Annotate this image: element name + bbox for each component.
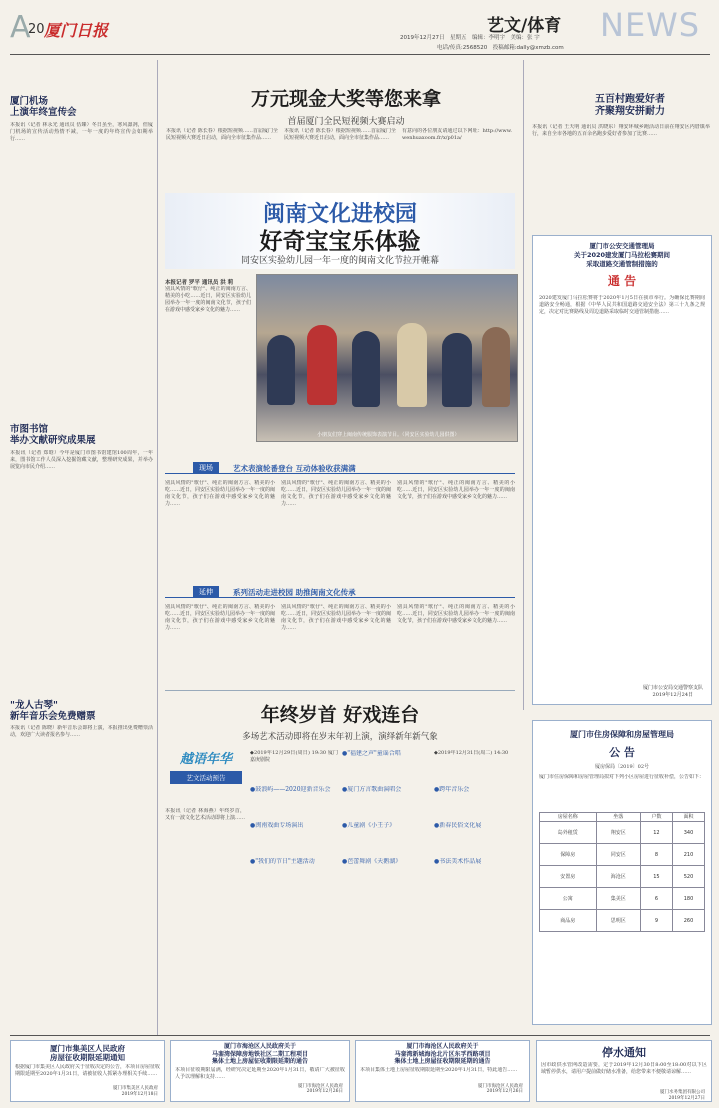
housing-title: 厦门市住房保障和房屋管理局 [570, 730, 674, 739]
top-headline [196, 84, 496, 127]
arts-item: ●书法美术作品展 [434, 858, 482, 865]
top-headline-subtitle: 首届厦门全民短视频大赛启动 [287, 117, 405, 127]
mid-banner-subtitle: 多场艺术活动即将在岁末年初上演，演绎新年新气象 [242, 732, 438, 742]
traffic-notice-date: 2019年12月24日 [652, 692, 693, 698]
section2-col1: 别具风情的"歌仔"、纯正的闽南方言、精美的小吃……近日，同安区实验幼儿园举办一年一度的闽南文化节，孩子们在游戏中感受家乡文化的魅力…… [165, 604, 275, 631]
section2-header [165, 586, 515, 598]
arts-item: ●芭蕾舞剧《天鹅湖》 [342, 858, 402, 865]
arts-item: ●新春民俗文化展 [434, 822, 482, 829]
bottom-notice-2-sign: 厦门市海沧区人民政府 2019年12月26日 [298, 1083, 343, 1094]
arts-item: ●"福建之声"童谣合唱 [342, 750, 401, 757]
col1-article3-title: "龙人古琴" 新年音乐会免费赠票 [10, 700, 96, 722]
col1-article2-title: 市图书馆 举办文献研究成果展 [10, 424, 96, 446]
arts-col4 [434, 750, 520, 1026]
housing-table [539, 812, 705, 932]
paper-logo: 厦门日报 [44, 21, 109, 40]
bottom-notice-4 [536, 1040, 712, 1102]
bottom-notice-4-sign: 厦门水务集团有限公司 2019年12月27日 [660, 1090, 705, 1101]
table-row: 安置房 海沧区 15 520 [540, 866, 705, 888]
bottom-notice-1-body: 根据厦门市集美区人民政府关于征收决定的公告，本项目房屋征收期限延期至2020年1月31日，请被征收人抓紧办理相关手续…… [15, 1064, 160, 1077]
bottom-notice-1-title: 厦门市集美区人民政府 房屋征收期限延期通知 [50, 1044, 125, 1062]
arts-item: ◆2019年12月31日(周二) 14:30 [434, 750, 509, 756]
arts-item: ●跨年音乐会 [434, 786, 470, 793]
photo-caption: 小朋友们穿上闽南传统服饰表演节目。（同安区实验幼儿园供图） [317, 432, 460, 438]
bottom-notice-3-body: 本项目集体土地上房屋征收期限延期至2020年1月31日，特此通告…… [360, 1066, 518, 1073]
feature-title-2: 好奇宝宝乐体验 [259, 229, 421, 255]
top-headline-title: 万元现金大奖等您来拿 [250, 88, 441, 110]
arts-item: ●儿童剧《小王子》 [342, 822, 396, 829]
section1-header [165, 462, 515, 474]
feature-body-1: 别具风情的"歌仔"、纯正的闽南方言、精美的小吃……近日，同安区实验幼儿园举办一年一度的闽南文化节，孩子们在游戏中感受家乡文化的魅力…… [165, 286, 251, 313]
traffic-notice-signer: 厦门市公安局交通警察支队 [642, 685, 703, 691]
bottom-notice-2 [170, 1040, 350, 1102]
table-row: 岛外租赁 翔安区 12 340 [540, 822, 705, 844]
contact-line: 电话/传真:2568520 投稿邮箱:dally@xmzb.com [437, 45, 564, 51]
arts-col3 [342, 750, 430, 1026]
section1-tag: 现场 [193, 462, 219, 474]
traffic-notice [532, 235, 712, 705]
arts-item: ●闽南戏曲专场演出 [250, 822, 304, 829]
col1-article1-body: 本报讯（记者 林永光 通讯员 伍臻）冬日虽至，寒风凛冽，但厦门机场的宣传活动热情不减，一年一度的年终宣传会如期举行…… [10, 122, 153, 142]
section2-title: 系列活动走进校园 助推闽南文化传承 [233, 588, 356, 597]
traffic-notice-body: 2020建发厦门马拉松赛将于2020年1月5日在我市举行。为确保比赛期间道路安全畅通，根据《中华人民共和国道路交通安全法》第三十九条之规定，决定对比赛路线及周边道路采取临时交通管制措施…… [539, 295, 705, 315]
top-story-col2: 本报讯（记者 陈长春）根据短视频……首届厦门全民短视频大赛近日启动，面向全市征集作品…… [284, 128, 396, 141]
arts-item: ●"我们的节日"主题活动 [250, 858, 315, 865]
arts-lead: 本报讯（记者 林海燕）年终岁首，又有一波文化艺术活动即将上演…… [165, 808, 245, 821]
arts-item: ◆2019年12月29日(周日) 19:30 厦门嘉庚剧院 [250, 750, 338, 763]
feature-byline: 本报记者 罗平 通讯员 洪 莉 [165, 280, 234, 286]
masthead-rule [10, 54, 710, 55]
bottom-notice-3 [355, 1040, 530, 1102]
section1-col3: 别具风情的"歌仔"、纯正的闽南方言、精美的小吃……近日，同安区实验幼儿园举办一年一度的闽南文化节，孩子们在游戏中感受家乡文化的魅力…… [397, 480, 515, 500]
page-letter: A [10, 10, 31, 45]
bottom-notice-4-body: 因市政供水管网改造需要，定于2019年12月30日8:00至18:00对以下区域暂停供水，请用户提前做好储水准备，给您带来不便敬请谅解…… [541, 1062, 707, 1075]
traffic-notice-title: 厦门市公安交通管理局 关于2020建发厦门马拉松赛期间 采取道路交通管制措施的 [573, 242, 671, 268]
table-row: 公寓 集美区 6 180 [540, 888, 705, 910]
right-article-title: 五百村跑爱好者 齐聚翔安拼耐力 [595, 94, 665, 117]
col1-article3-body: 本报讯（记者 陈晓）新年音乐会即将上演，本报推出免费赠票活动，欢迎广大读者报名参与…… [10, 725, 153, 738]
traffic-notice-word: 通 告 [607, 274, 637, 288]
arts-item: ●厦门方言歌曲演唱会 [342, 786, 402, 793]
housing-intro: 厦门市住房保障和房屋管理局拟对下列小区房屋进行征收补偿，公告如下： [539, 774, 705, 780]
section2-col3: 别具风情的"歌仔"、纯正的闽南方言、精美的小吃……近日，同安区实验幼儿园举办一年一度的闽南文化节，孩子们在游戏中感受家乡文化的魅力…… [397, 604, 515, 624]
section1-col2: 别具风情的"歌仔"、纯正的闽南方言、精美的小吃……近日，同安区实验幼儿园举办一年一度的闽南文化节，孩子们在游戏中感受家乡文化的魅力…… [281, 480, 391, 507]
housing-header: 坐落 [596, 813, 640, 822]
feature-photo [256, 274, 518, 442]
col1-article2-body: 本报讯（记者 郑晗）今年是厦门市图书馆建馆100周年，一年来，图书馆工作人员深入挖掘馆藏文献，整理研究成果，并举办展览向市民介绍…… [10, 450, 153, 470]
housing-header: 面积 [672, 813, 704, 822]
news-logo: NEWS [600, 6, 701, 44]
top-story-col3: 有意向的各位朋友请通过以下网址：http://www.wenhuaxoom.fr/x/p01a/ [402, 128, 512, 141]
bottom-notice-2-body: 本项目征收期限届满，经研究决定延期至2020年1月31日，敬请广大被征收人予以理解和支持…… [175, 1066, 345, 1080]
feature-title-1: 闽南文化进校园 [262, 202, 417, 227]
bottom-notice-3-title: 厦门市海沧区人民政府关于 马銮湾新城海沧北片区东孚西路项目 集体土地上房屋征收期限延期的通告 [394, 1043, 491, 1065]
table-row: 保障房 同安区 8 210 [540, 844, 705, 866]
arts-item: ●鼓浪屿——2020迎新音乐会 [250, 786, 331, 793]
date-line: 2019年12月27日 星期五 编辑：李明宇 美编：张 宇 [400, 35, 540, 41]
section2-tag: 延伸 [193, 586, 219, 598]
bottom-notice-2-title: 厦门市海沧区人民政府关于 马銮湾保障房地铁社区二期工程项目 集体土地上房屋征收期限延期的通告 [211, 1043, 308, 1065]
housing-ref: 厦房保局〔2019〕02号 [594, 764, 650, 770]
housing-header: 户数 [640, 813, 672, 822]
page-number: 20 [28, 22, 45, 37]
section1-title: 艺术表演轮番登台 互动体验收获满满 [233, 464, 356, 473]
housing-notice [532, 720, 712, 1025]
section2-col2: 别具风情的"歌仔"、纯正的闽南方言、精美的小吃……近日，同安区实验幼儿园举办一年一度的闽南文化节，孩子们在游戏中感受家乡文化的魅力…… [281, 604, 391, 631]
housing-word: 公 告 [609, 746, 635, 759]
arts-badge-title: 越语年华 [179, 752, 232, 767]
top-story-col1: 本报讯（记者 陈长春）根据短视频……首届厦门全民短视频大赛近日启动，面向全市征集作品…… [166, 128, 278, 141]
feature-subtitle: 同安区实验幼儿园一年一度的闽南文化节拉开帷幕 [240, 256, 439, 266]
housing-header: 房屋名称 [540, 813, 597, 822]
arts-badge [170, 748, 242, 800]
bottom-notice-1-sign: 厦门市集美区人民政府 2019年12月18日 [113, 1086, 158, 1097]
right-article-body: 本报讯（记者 王天明 通讯员 洪晓东）翔安环城乡跑活动日前在翔安区内厝镇举行，来自全市各地的五百余名跑步爱好者参加了比赛…… [532, 124, 710, 137]
bottom-notice-4-title: 停水通知 [602, 1046, 646, 1059]
section-title: 艺文/体育 [487, 16, 562, 36]
table-row: 商品房 思明区 9 260 [540, 910, 705, 932]
masthead [0, 0, 719, 56]
arts-col2 [250, 750, 338, 1026]
section1-col1: 别具风情的"歌仔"、纯正的闽南方言、精美的小吃……近日，同安区实验幼儿园举办一年一度的闽南文化节，孩子们在游戏中感受家乡文化的魅力…… [165, 480, 275, 507]
feature-banner [165, 193, 515, 269]
mid-banner [160, 700, 520, 742]
bottom-notice-1 [10, 1040, 165, 1102]
col1-article1-title: 厦门机场 上演年终宣传会 [10, 96, 77, 118]
bottom-notice-3-sign: 厦门市海沧区人民政府 2019年12月26日 [478, 1083, 523, 1094]
mid-banner-title: 年终岁首 好戏连台 [260, 704, 420, 726]
arts-badge-sub: 艺文活动预告 [170, 771, 242, 784]
